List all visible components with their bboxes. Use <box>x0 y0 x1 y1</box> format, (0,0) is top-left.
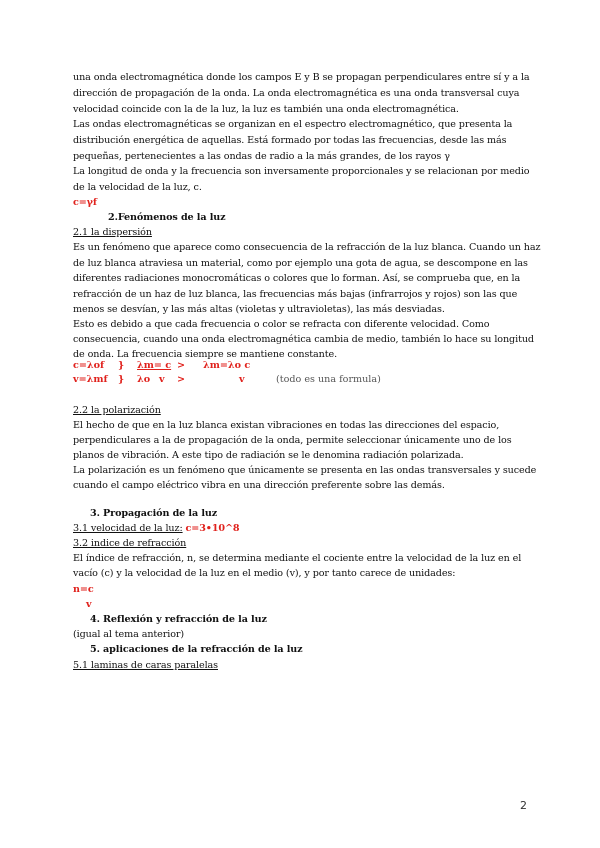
text-line: La longitud de onda y la frecuencia son inversamente proporcionales y se relacionan por medio <box>73 166 530 177</box>
formula-part: } <box>118 374 125 385</box>
subsection-title-2-1: 2.1 la dispersión <box>73 227 152 238</box>
section-heading-2: 2.Fenómenos de la luz <box>108 212 226 223</box>
formula-part: v <box>239 374 245 385</box>
text-line: Esto es debido a que cada frecuencia o color se refracta con diferente velocidad. Como <box>73 319 490 330</box>
subsection-3-1 <box>73 522 240 535</box>
formula-part: λo <box>137 374 151 385</box>
text-line: cuando el campo eléctrico vibra en una dirección preferente sobre las demás. <box>73 480 445 491</box>
text-line: Las ondas electromagnéticas se organizan en el espectro electromagnético, que presenta la <box>73 119 513 130</box>
formula-part: > <box>177 374 186 385</box>
text-line: perpendiculares a la de propagación de la onda, permite seleccionar únicamente uno de los <box>73 435 512 446</box>
text-line: distribución energética de aquellas. Está formado por todas las frecuencias, desde las más <box>73 135 507 146</box>
text-line: menos se desvían, y las más altas (violetas y ultravioletas), las más desviadas. <box>73 304 445 315</box>
subsection-title-2-2: 2.2 la polarización <box>73 405 161 416</box>
formula-part: v=λmf <box>73 374 108 385</box>
text-line: vacío (c) y la velocidad de la luz en el medio (v), y por tanto carece de unidades: <box>73 568 456 579</box>
text-line: velocidad coincide con la de la luz, la luz es también una onda electromagnética. <box>73 104 459 115</box>
section-note: (igual al tema anterior) <box>73 629 184 640</box>
formula-v: v <box>86 599 92 610</box>
formula-note: (todo es una formula) <box>276 374 381 385</box>
subsection-title-3-2: 3.2 indice de refracción <box>73 538 187 549</box>
text-line: La polarización es un fenómeno que únicamente se presenta en las ondas transversales y sucede <box>73 465 537 476</box>
text-line: de la velocidad de la luz, c. <box>73 182 202 193</box>
text-line: planos de vibración. A este tipo de radiación se le denomina radiación polarizada. <box>73 450 464 461</box>
section-heading-3: 3. Propagación de la luz <box>90 508 218 519</box>
text-line: una onda electromagnética donde los campos E y B se propagan perpendiculares entre sí y a la <box>73 72 530 83</box>
text-line: refracción de un haz de luz blanca, las frecuencias más bajas (infrarrojos y rojos) son las que <box>73 289 518 300</box>
formula-n: n=c <box>73 584 94 595</box>
section-heading-5: 5. aplicaciones de la refracción de la luz <box>90 644 303 655</box>
page-number: 2 <box>520 799 527 812</box>
text-line: pequeñas, pertenecientes a las ondas de radio a la más grandes, de los rayos γ <box>73 151 450 162</box>
text-line: dirección de propagación de la onda. La onda electromagnética es una onda transversal cuya <box>73 88 520 99</box>
text-line: El índice de refracción, n, se determina mediante el cociente entre la velocidad de la luz en el <box>73 553 522 564</box>
formula-part: > <box>177 360 186 371</box>
formula-part: } <box>118 360 125 371</box>
text-line: diferentes radiaciones monocromáticas o colores que lo forman. Así, se comprueba que, en la <box>73 273 521 284</box>
formula-c: c=γf <box>73 197 97 208</box>
formula-part: λm=λo c <box>203 360 251 371</box>
section-heading-4: 4. Reflexión y refracción de la luz <box>90 614 267 625</box>
subsection-title-5-1: 5.1 laminas de caras paralelas <box>73 660 218 671</box>
text-line: de luz blanca atraviesa un material, como por ejemplo una gota de agua, se descompone en las <box>73 258 528 269</box>
formula-part: c=λof <box>73 360 105 371</box>
text-line: consecuencia, cuando una onda electromagnética cambia de medio, también lo hace su longitud <box>73 334 534 345</box>
text-line: Es un fenómeno que aparece como consecuencia de la refracción de la luz blanca. Cuando un haz <box>73 242 541 253</box>
subsection-title-3-1: 3.1 velocidad de la luz: <box>73 523 183 534</box>
text-line: de onda. La frecuencia siempre se mantiene constante. <box>73 349 338 360</box>
formula-part: λm= c <box>137 360 172 371</box>
formula-part: v <box>159 374 165 385</box>
text-line: El hecho de que en la luz blanca existan vibraciones en todas las direcciones del espacio, <box>73 420 500 431</box>
speed-of-light-value: c=3•10^8 <box>185 523 240 534</box>
